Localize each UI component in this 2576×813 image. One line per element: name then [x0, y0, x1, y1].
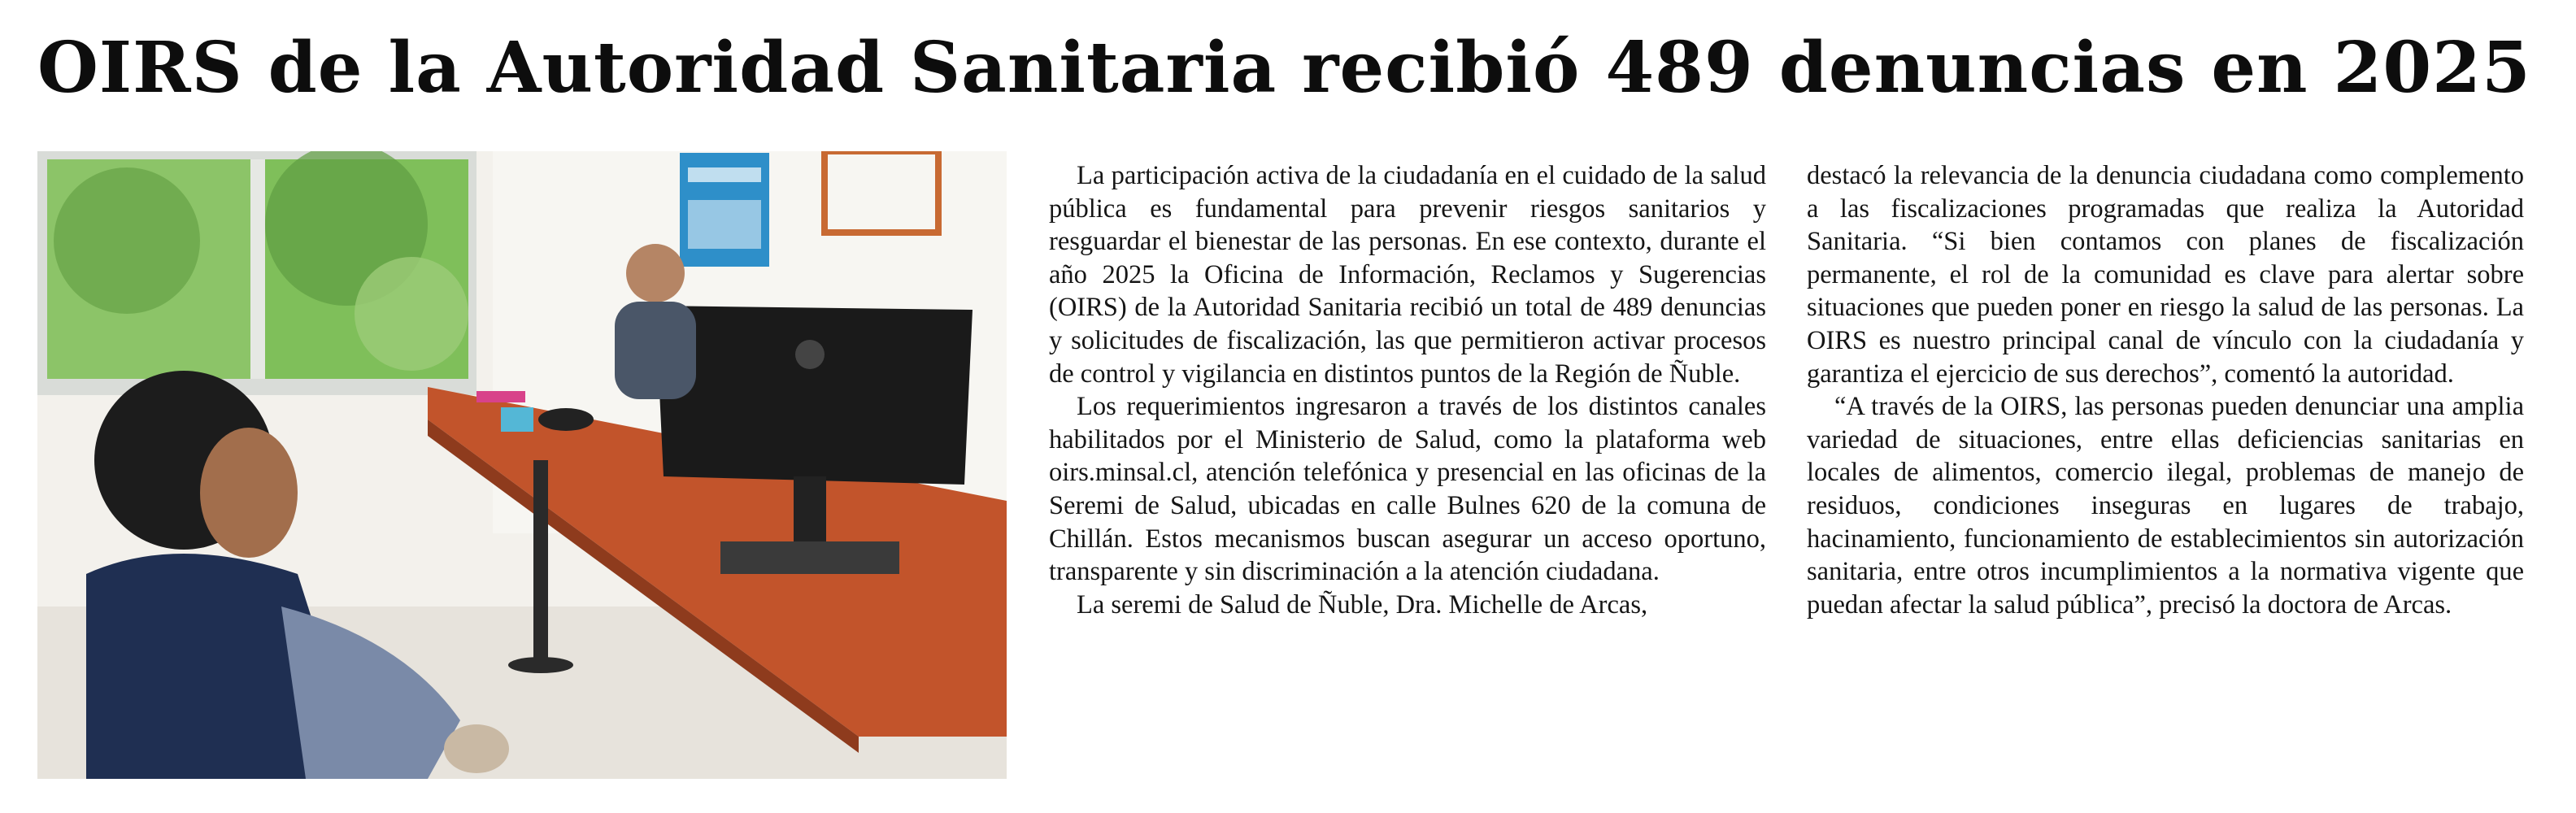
text-column-1 [1049, 159, 1766, 793]
headline: OIRS de la Autoridad Sanitaria recibió 489 denuncias en 2025 [37, 27, 2531, 109]
office-scene-image [37, 151, 1007, 779]
paragraph: La participación activa de la ciudadanía en el cuidado de la salud pública es fundamental para prevenir riesgos sanitarios y resguardar el bienestar de las personas. En ese contexto, durante el año 2025 la Oficina de Información, Reclamos y Sugerencias (OIRS) de la Autoridad Sanitaria recibió un total de 489 denuncias y solicitudes de fiscalización, las que permitieron activar procesos de control y vigilancia en distintos puntos de la Región de Ñuble. [1049, 161, 1766, 389]
paragraph: Los requerimientos ingresaron a través de los distintos canales habilitados por el Ministerio de Salud, como la plataforma web oirs.minsal.cl, atención telefónica y presencial en las oficinas de la Seremi de Salud, ubicadas en calle Bulnes 620 de la comuna de Chillán. Estos mecanismos buscan asegurar un acceso oportuno, transparente y sin discriminación a la atención ciudadana. [1049, 392, 1766, 587]
paragraph: La seremi de Salud de Ñuble, Dra. Michelle de Arcas, [1077, 589, 1648, 620]
text-column-2 [1807, 159, 2524, 793]
paragraph: “A través de la OIRS, las personas pueden denunciar una amplia variedad de situaciones, entre ellas deficiencias sanitarias en locales de alimentos, comercio ilegal, problemas de manejo de residuos, condiciones inseguras en lugares de trabajo, hacinamiento, funcionamiento de establecimientos sin autorización sanitaria, entre otros incumplimientos a la normativa vigente que puedan afectar la salud pública”, precisó la doctora de Arcas. [1807, 392, 2524, 620]
paragraph: destacó la relevancia de la denuncia ciudadana como complemento a las fiscalizaciones programadas que realiza la Autoridad Sanitaria. “Si bien contamos con planes de fiscalización permanente, el rol de la comunidad es clave para alertar sobre situaciones que pueden poner en riesgo la salud de las personas. La OIRS es nuestro principal canal de vínculo con la ciudadanía y garantiza el ejercicio de sus derechos”, comentó la autoridad. [1807, 161, 2524, 389]
article-photo [37, 151, 1007, 779]
